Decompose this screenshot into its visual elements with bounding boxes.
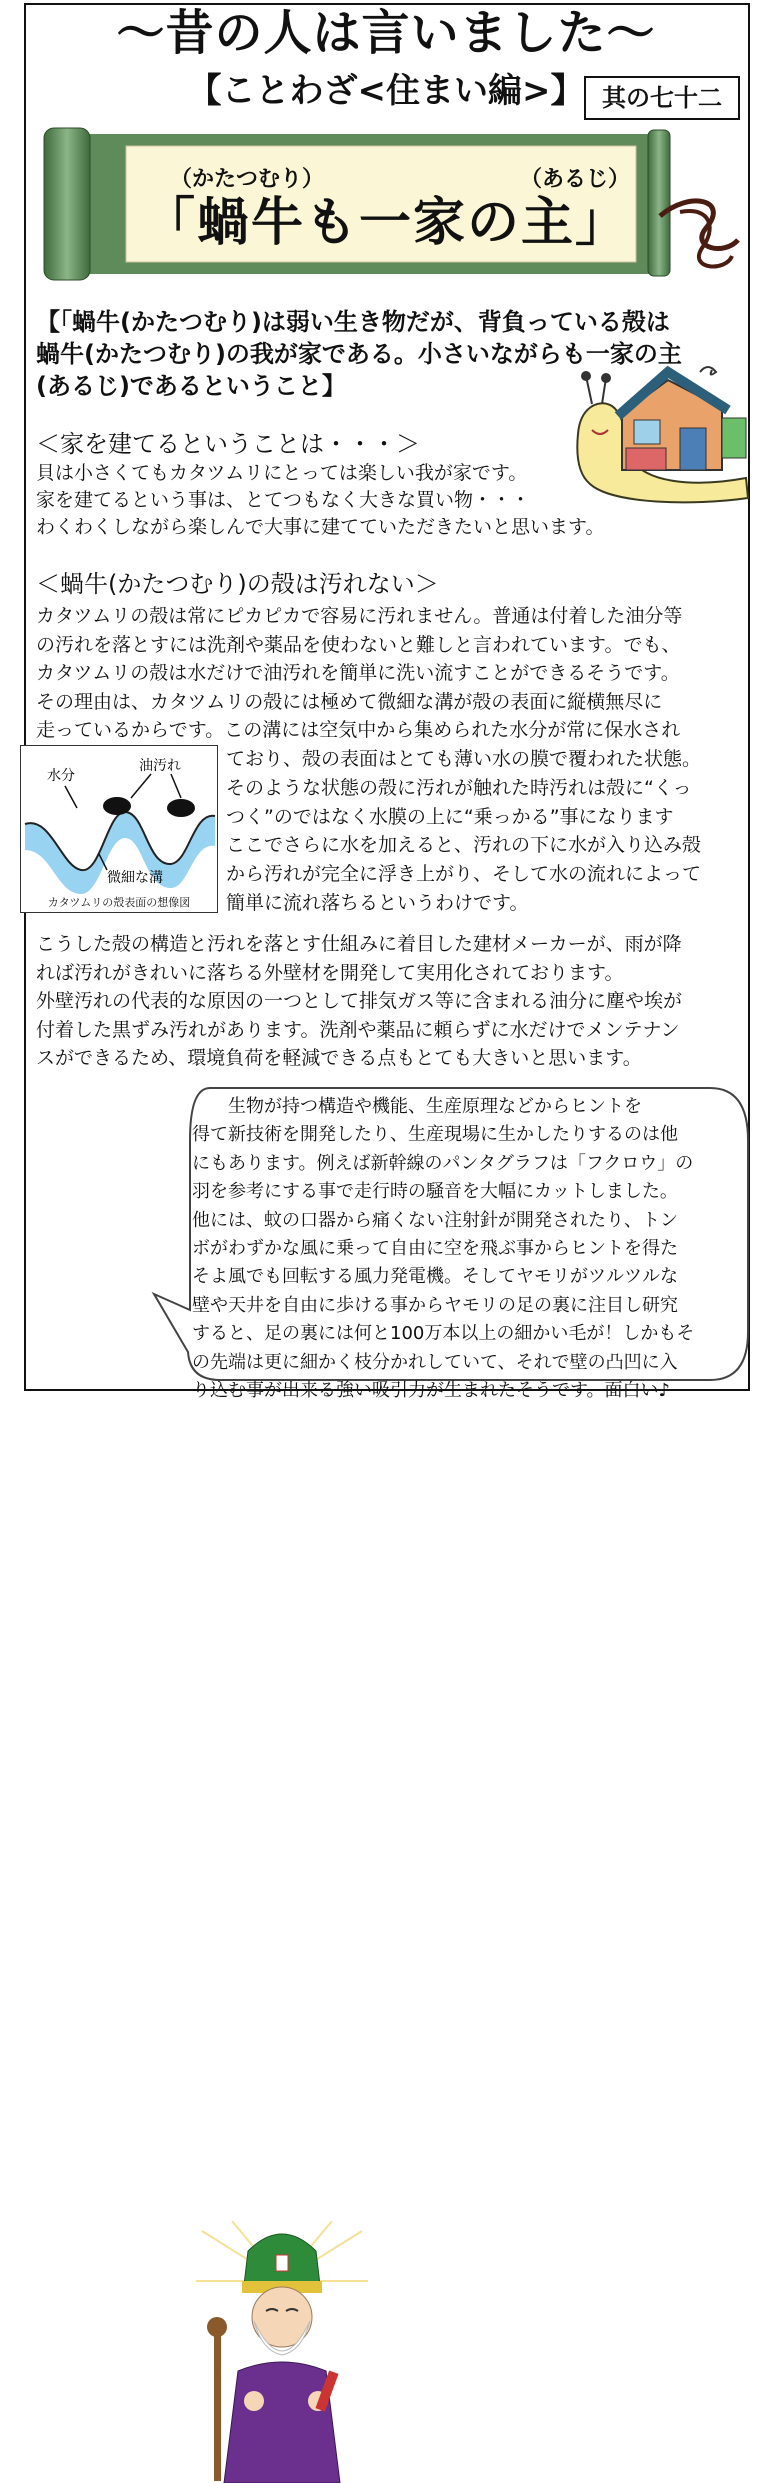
- ruby-katatsumuri: （かたつむり）: [170, 167, 325, 192]
- shell-surface-diagram: [20, 745, 218, 913]
- bubble-line: ボがわずかな風に乗って自由に空を飛ぶ事からヒントを得た: [192, 1238, 678, 1260]
- bubble-line: り込む事が出来る強い吸引力が生まれたそうです。面白い♪: [192, 1380, 671, 1402]
- body-line: れば汚れがきれいに落ちる外壁材を開発して実用化されております。: [36, 961, 624, 984]
- section2-body: [36, 602, 748, 745]
- summary-line: (あるじ)であるということ】: [36, 372, 346, 400]
- body-line: その理由は、カタツムリの殻には極めて微細な溝が殻の表面に縦横無尽に: [36, 690, 663, 713]
- page-title: ～昔の人は言いました～: [116, 5, 656, 61]
- body-line: 外壁汚れの代表的な原因の一つとして排気ガス等に含まれる油分に塵や埃が: [36, 990, 683, 1012]
- body-line: 簡単に流れ落ちるというわけです。: [226, 891, 529, 914]
- summary-line: 蝸牛(かたつむり)の我が家である。小さいながらも一家の主: [36, 340, 682, 368]
- bubble-line: 壁や天井を自由に歩ける事からヤモリの足の裏に注目し研究: [192, 1294, 678, 1316]
- diagram-caption: カタツムリの殻表面の想像図: [47, 896, 191, 909]
- summary-line: 【「蝸牛(かたつむり)は弱い生き物だが、背負っている殻は: [36, 308, 670, 336]
- body-line: 走っているからです。この溝には空気中から集められた水分が常に保水され: [36, 719, 681, 741]
- page-subtitle: 【ことわざ<住まい編>】: [187, 71, 585, 111]
- bubble-line: にもあります。例えば新幹線のパンタグラフは「フクロウ」の: [192, 1152, 694, 1174]
- section1-body: [36, 460, 616, 541]
- body-line: ており、殻の表面はとても薄い水の膜で覆われた状態。: [226, 748, 702, 770]
- bubble-line: すると、足の裏には何と100万本以上の細かい毛が！しかもそ: [192, 1323, 695, 1345]
- body-line: 家を建てるという事は、とてつもなく大きな買い物・・・: [36, 489, 531, 511]
- bubble-line: 得て新技術を開発したり、生産現場に生かしたりするのは他: [192, 1124, 678, 1146]
- issue-badge: 其の七十二: [584, 76, 740, 120]
- body-line: ここでさらに水を加えると、汚れの下に水が入り込み殻: [226, 834, 702, 857]
- body-line: 貝は小さくてもカタツムリにとっては楽しい我が家です。: [36, 462, 528, 484]
- section1-heading: ＜家を建てるということは・・・＞: [36, 430, 420, 458]
- bubble-text: [192, 1093, 742, 1405]
- body-line: こうした殻の構造と汚れを落とす仕組みに着目した建材メーカーが、雨が降: [36, 933, 682, 955]
- diagram-label-water: 水分: [47, 767, 75, 783]
- shell-groove-icon: [21, 746, 216, 894]
- body-line: から汚れが完全に浮き上がり、そして水の流れによって: [226, 863, 702, 886]
- bubble-line: 羽を参考にする事で走行時の騒音を大幅にカットしました。: [192, 1181, 678, 1203]
- section2-wrap-body: [226, 745, 750, 918]
- body-line: の汚れを落とすには洗剤や薬品を使わないと難しと言われています。でも、: [36, 633, 681, 656]
- body-line: スができるため、環境負荷を軽減できる点もとても大きいと思います。: [36, 1047, 642, 1069]
- body-line: カタツムリの殻は常にピカピカで容易に汚れません。普通は付着した油分等: [36, 605, 683, 627]
- bubble-line: そよ風でも回転する風力発電機。そしてヤモリがツルツルな: [192, 1266, 678, 1288]
- sage-icon: [192, 2221, 372, 2483]
- body-line: わくわくしながら楽しんで大事に建てていただきたいと思います。: [36, 516, 605, 538]
- diagram-label-groove: 微細な溝: [107, 869, 163, 885]
- bubble-line: 他には、蚊の口器から痛くない注射針が開発されたり、トン: [192, 1209, 678, 1231]
- section3-body: [36, 930, 748, 1073]
- body-line: そのような状態の殻に汚れが触れた時汚れは殻に“くっ: [226, 776, 692, 799]
- section2-heading: ＜蝸牛(かたつむり)の殻は汚れない＞: [36, 570, 439, 598]
- body-line: カタツムリの殻は水だけで油汚れを簡単に洗い流すことができるそうです。: [36, 662, 680, 684]
- body-line: つく”のではなく水膜の上に“乗っかる”事になります: [226, 805, 674, 828]
- diagram-label-oil: 油汚れ: [139, 757, 181, 773]
- body-line: 付着した黒ずみ汚れがあります。洗剤や薬品に頼らずに水だけでメンテナン: [36, 1018, 680, 1041]
- bubble-line: 生物が持つ構造や機能、生産原理などからヒントを: [192, 1096, 642, 1117]
- ruby-aruji: （あるじ）: [520, 167, 631, 192]
- bubble-line: の先端は更に細かく枝分かれしていて、それで壁の凸凹に入: [192, 1351, 678, 1373]
- proverb-title: 「蝸牛も一家の主」: [142, 193, 629, 253]
